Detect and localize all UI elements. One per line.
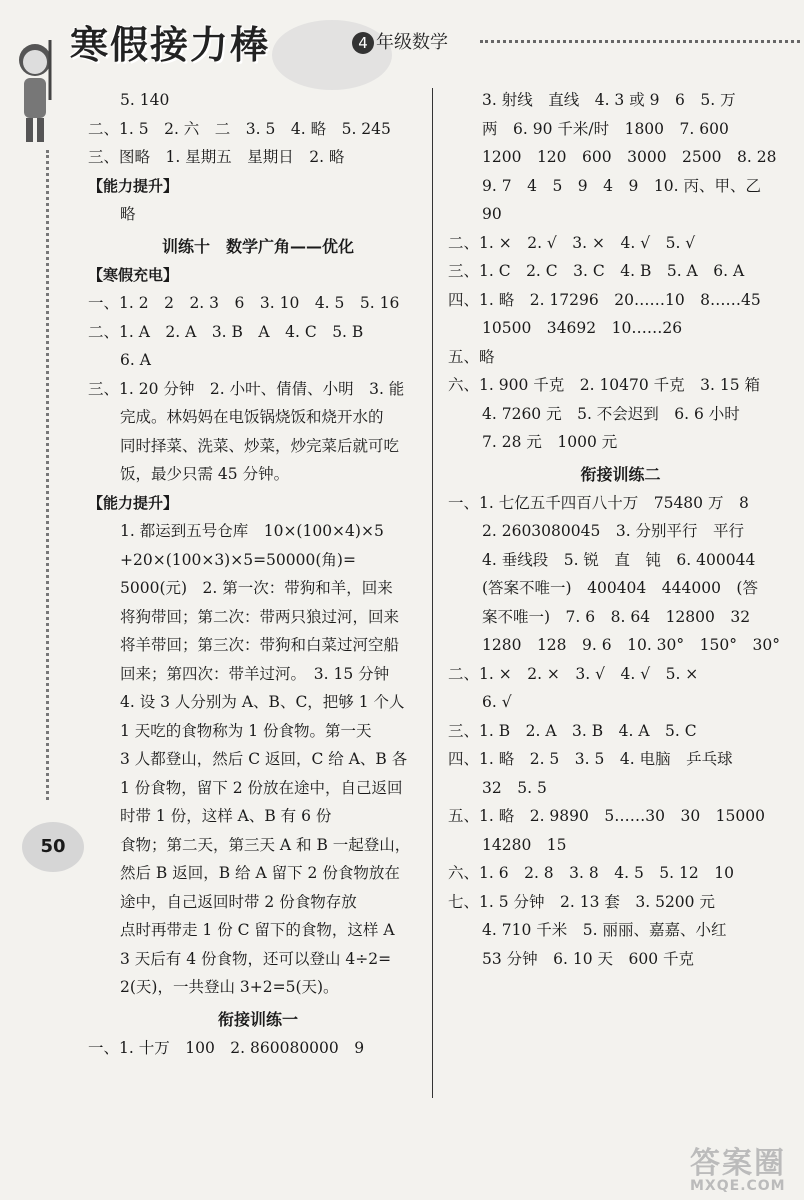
answer-line: 7. 28 元 1000 元 <box>482 433 618 451</box>
answer-line: 14280 15 <box>482 835 567 854</box>
page-header <box>0 0 804 88</box>
answer-line: 53 分钟 6. 10 天 600 千克 <box>482 949 695 968</box>
answer-line: 三、图略 1. 星期五 星期日 2. 略 <box>88 148 345 166</box>
answer-line: 2(天)，一共登山 3+2=5(天)。 <box>120 978 339 996</box>
watermark-text: 答案圈 <box>690 1146 786 1181</box>
answer-line: 1 天吃的食物称为 1 份食物。第一天 <box>120 721 372 740</box>
left-dotted-line <box>46 150 51 800</box>
answer-line: 32 5. 5 <box>482 778 547 797</box>
answer-line: 一、1. 十万 100 2. 860080000 9 <box>88 1038 365 1057</box>
answer-line: 一、1. 2 2 2. 3 6 3. 10 4. 5 5. 16 <box>88 294 400 312</box>
answer-line: 六、1. 6 2. 8 3. 8 4. 5 5. 12 10 <box>448 864 734 882</box>
answer-line: (答案不唯一) 400404 444000 (答 <box>482 579 758 597</box>
answer-line: 二、1. × 2. × 3. √ 4. √ 5. × <box>448 664 699 683</box>
answer-line: 三、1. C 2. C 3. C 4. B 5. A 6. A <box>448 262 745 280</box>
answer-line: 1200 120 600 3000 2500 8. 28 <box>482 148 777 166</box>
answer-line: 七、1. 5 分钟 2. 13 套 3. 5200 元 <box>448 892 715 911</box>
answer-line: 同时择菜、洗菜、炒菜，炒完菜后就可吃 <box>120 436 400 455</box>
answer-line: 食物；第二天，第三天 A 和 B 一起登山， <box>120 835 411 854</box>
answer-line: 二、1. A 2. A 3. B A 4. C 5. B <box>88 322 364 341</box>
answer-line: 3 天后有 4 份食物，还可以登山 4÷2= <box>120 949 392 968</box>
section-heading: 训练十 数学广角——优化 <box>161 236 354 256</box>
section-tag: 【能力提升】 <box>88 493 179 512</box>
page-number: 50 <box>22 822 84 872</box>
header-dotted-line <box>480 40 800 45</box>
answer-line: 3. 射线 直线 4. 3 或 9 6 5. 万 <box>482 91 736 109</box>
answer-line: 4. 710 千米 5. 丽丽、嘉嘉、小红 <box>482 921 727 939</box>
answer-line: 6. √ <box>482 693 512 711</box>
answer-line: 略 <box>120 205 136 223</box>
book-title: 寒假接力棒 <box>70 23 271 67</box>
answer-line: 时带 1 份，这样 A、B 有 6 份 <box>120 807 332 825</box>
section-tag: 【寒假充电】 <box>88 265 179 284</box>
answer-line: 4. 垂线段 5. 锐 直 钝 6. 400044 <box>482 550 756 569</box>
answer-line: 4. 7260 元 5. 不会迟到 6. 6 小时 <box>482 404 740 423</box>
answer-line: 两 6. 90 千米/时 1800 7. 600 <box>482 119 729 138</box>
grade-number: 4 <box>352 32 374 54</box>
answer-line: 然后 B 返回，B 给 A 留下 2 份食物放在 <box>120 864 400 882</box>
answer-line: 五、1. 略 2. 9890 5……30 30 15000 <box>448 807 765 825</box>
answer-line: 5. 140 <box>120 91 170 109</box>
answer-line: 途中，自己返回时带 2 份食物存放 <box>120 892 357 911</box>
answer-line: 三、1. 20 分钟 2. 小叶、倩倩、小明 3. 能 <box>88 379 405 398</box>
answer-line: 四、1. 略 2. 5 3. 5 4. 电脑 乒乓球 <box>448 750 733 768</box>
answer-line: 案不唯一) 7. 6 8. 64 12800 32 <box>482 607 751 626</box>
answer-line: 点时再带走 1 份 C 留下的食物，这样 A <box>120 921 395 939</box>
answer-line: 六、1. 900 千克 2. 10470 千克 3. 15 箱 <box>448 376 761 394</box>
answer-line: 9. 7 4 5 9 4 9 10. 丙、甲、乙 <box>482 176 761 195</box>
mascot-illustration <box>10 30 60 150</box>
answer-line: 2. 2603080045 3. 分别平行 平行 <box>482 522 745 540</box>
section-heading: 衔接训练一 <box>217 1009 298 1029</box>
answer-line: 3 人都登山，然后 C 返回，C 给 A、B 各 <box>120 750 408 768</box>
answer-line: 10500 34692 10……26 <box>482 319 683 337</box>
answer-line: 6. A <box>120 351 151 369</box>
answer-line: 五、略 <box>448 347 495 366</box>
section-tag: 【能力提升】 <box>88 176 179 195</box>
answer-line: 90 <box>482 205 502 223</box>
grade-text: 年级数学 <box>376 32 448 53</box>
answer-line: 二、1. × 2. √ 3. × 4. √ 5. √ <box>448 233 696 252</box>
answer-line: 5000(元) 2. 第一次：带狗和羊，回来 <box>120 579 393 597</box>
answer-line: 1. 都运到五号仓库 10×(100×4)×5 <box>120 522 384 540</box>
answer-line: 四、1. 略 2. 17296 20……10 8……45 <box>448 290 761 309</box>
answer-line: 饭，最少只需 45 分钟。 <box>120 465 290 483</box>
section-heading: 衔接训练二 <box>580 464 661 484</box>
right-answer-column <box>448 86 793 973</box>
answer-line: 将羊带回；第三次：带狗和白菜过河空船 <box>120 636 400 654</box>
answer-line: 将狗带回；第二次：带两只狼过河，回来 <box>120 607 400 626</box>
grade-label <box>352 28 448 54</box>
column-divider <box>432 88 433 1098</box>
answer-line: 一、1. 七亿五千四百八十万 75480 万 8 <box>448 493 749 512</box>
answer-line: +20×(100×3)×5=50000(角)= <box>120 550 356 569</box>
answer-line: 1 份食物，留下 2 份放在途中，自己返回 <box>120 778 403 797</box>
answer-line: 二、1. 5 2. 六 二 3. 5 4. 略 5. 245 <box>88 119 391 138</box>
answer-line: 三、1. B 2. A 3. B 4. A 5. C <box>448 721 697 740</box>
answer-line: 完成。林妈妈在电饭锅烧饭和烧开水的 <box>120 408 384 426</box>
answer-line: 1280 128 9. 6 10. 30° 150° 30° <box>482 636 780 654</box>
watermark-url: MXQE.COM <box>690 1178 786 1194</box>
left-answer-column <box>88 86 428 1062</box>
answer-line: 4. 设 3 人分别为 A、B、C，把够 1 个人 <box>120 693 405 711</box>
answer-line: 回来；第四次：带羊过河。 3. 15 分钟 <box>120 664 390 683</box>
watermark-logo <box>690 1138 800 1198</box>
